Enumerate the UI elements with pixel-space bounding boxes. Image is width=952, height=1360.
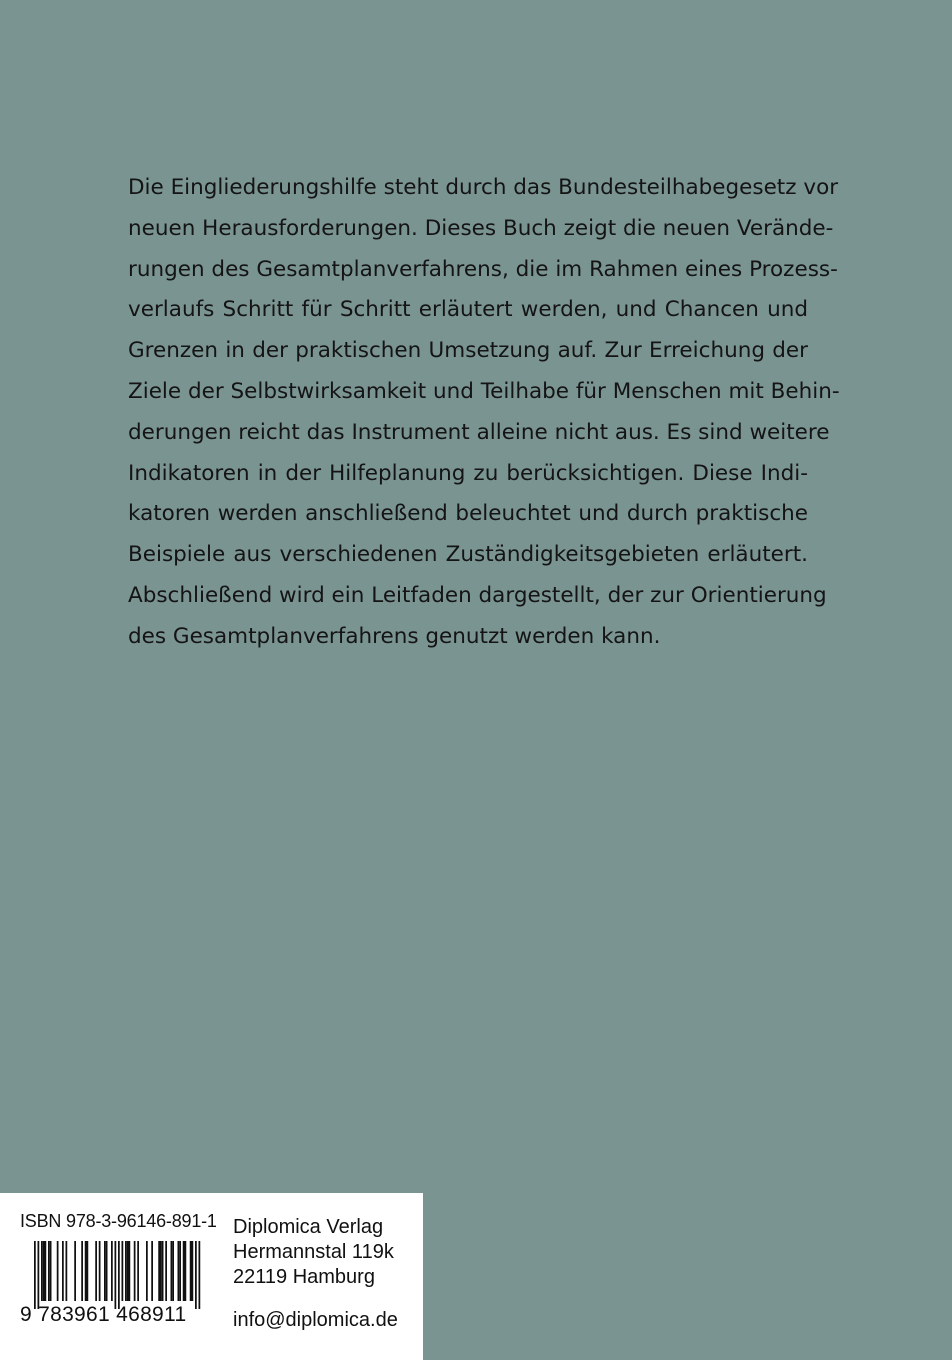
- blurb-text: [128, 168, 840, 658]
- barcode-bar: [190, 1241, 192, 1301]
- barcode-bar: [43, 1241, 45, 1301]
- barcode-bar: [38, 1241, 40, 1309]
- barcode-bar: [115, 1241, 117, 1309]
- barcode-bar: [104, 1241, 106, 1301]
- blurb-line: verlaufs Schritt für Schritt erläutert werden, und Chancen und: [128, 297, 808, 323]
- barcode-bar: [81, 1241, 83, 1301]
- barcode-bar: [106, 1241, 108, 1301]
- barcode-bar: [171, 1241, 173, 1301]
- blurb-line: derungen reicht das Instrument alleine nicht aus. Es sind weitere: [128, 419, 830, 445]
- blurb-line: rungen des Gesamtplanverfahrens, die im Rahmen eines Prozess-: [128, 256, 838, 282]
- barcode-bar: [57, 1241, 59, 1301]
- barcode-bar: [111, 1241, 113, 1301]
- blurb-line: Grenzen in der praktischen Umsetzung auf. Zur Erreichung der: [128, 338, 808, 364]
- barcode-bar: [165, 1241, 167, 1301]
- barcode-bar: [179, 1241, 181, 1301]
- barcode-bar: [50, 1241, 52, 1301]
- barcode-bar: [192, 1241, 194, 1301]
- barcode-bar: [195, 1241, 197, 1309]
- publisher-address: [233, 1215, 394, 1290]
- barcode-bar: [62, 1241, 64, 1301]
- barcode-bar: [199, 1241, 201, 1309]
- barcode-bar: [85, 1241, 87, 1301]
- barcode-bar: [178, 1241, 180, 1301]
- barcode-bar: [34, 1241, 36, 1309]
- barcode-icon: [20, 1241, 210, 1311]
- barcode-bar: [183, 1241, 185, 1301]
- barcode-bar: [158, 1241, 160, 1301]
- blurb-line: Indikatoren in der Hilfeplanung zu berücksichtigen. Diese Indi-: [128, 460, 808, 486]
- barcode-bar: [45, 1241, 47, 1301]
- barcode-bar: [99, 1241, 101, 1301]
- blurb-line: katoren werden anschließend beleuchtet und durch praktische: [128, 501, 808, 527]
- barcode-bar: [66, 1241, 68, 1301]
- barcode-digits: 9 783961 468911: [20, 1303, 187, 1326]
- barcode-bar: [74, 1241, 76, 1301]
- publisher-email[interactable]: info@diplomica.de: [233, 1309, 398, 1331]
- blurb-line: des Gesamtplanverfahrens genutzt werden kann.: [128, 623, 661, 649]
- barcode-bar: [41, 1241, 43, 1301]
- blurb-line: Abschließend wird ein Leitfaden dargestellt, der zur Orientierung: [128, 582, 827, 608]
- publisher-city: 22119 Hamburg: [233, 1266, 375, 1288]
- publisher-street: Hermannstal 119k: [233, 1241, 394, 1263]
- isbn-label: ISBN 978-3-96146-891-1: [20, 1211, 217, 1231]
- barcode-bar: [151, 1241, 153, 1301]
- barcode-bar: [160, 1241, 162, 1301]
- barcode-bar: [95, 1241, 97, 1301]
- barcode-bar: [127, 1241, 129, 1301]
- barcode-bar: [48, 1241, 50, 1301]
- barcode-bar: [122, 1241, 124, 1301]
- publisher-name: Diplomica Verlag: [233, 1216, 384, 1238]
- barcode-bar: [125, 1241, 127, 1301]
- blurb-line: neuen Herausforderungen. Dieses Buch zeigt die neuen Verände-: [128, 215, 834, 241]
- barcode-bar: [129, 1241, 131, 1301]
- barcode-bar: [87, 1241, 89, 1301]
- publisher-info-panel: [0, 1193, 423, 1360]
- blurb-line: Ziele der Selbstwirksamkeit und Teilhabe für Menschen mit Behin-: [128, 378, 840, 404]
- barcode-bar: [172, 1241, 174, 1301]
- barcode-bar: [118, 1241, 120, 1309]
- barcode-bar: [185, 1241, 187, 1301]
- barcode-bar: [162, 1241, 164, 1301]
- barcode-bar: [146, 1241, 148, 1301]
- blurb-line: Beispiele aus verschiedenen Zuständigkeitsgebieten erläutert.: [128, 542, 808, 568]
- barcode-bar: [134, 1241, 136, 1301]
- barcode-bar: [137, 1241, 139, 1301]
- blurb-line: Die Eingliederungshilfe steht durch das Bundesteilhabegesetz vor: [128, 175, 839, 200]
